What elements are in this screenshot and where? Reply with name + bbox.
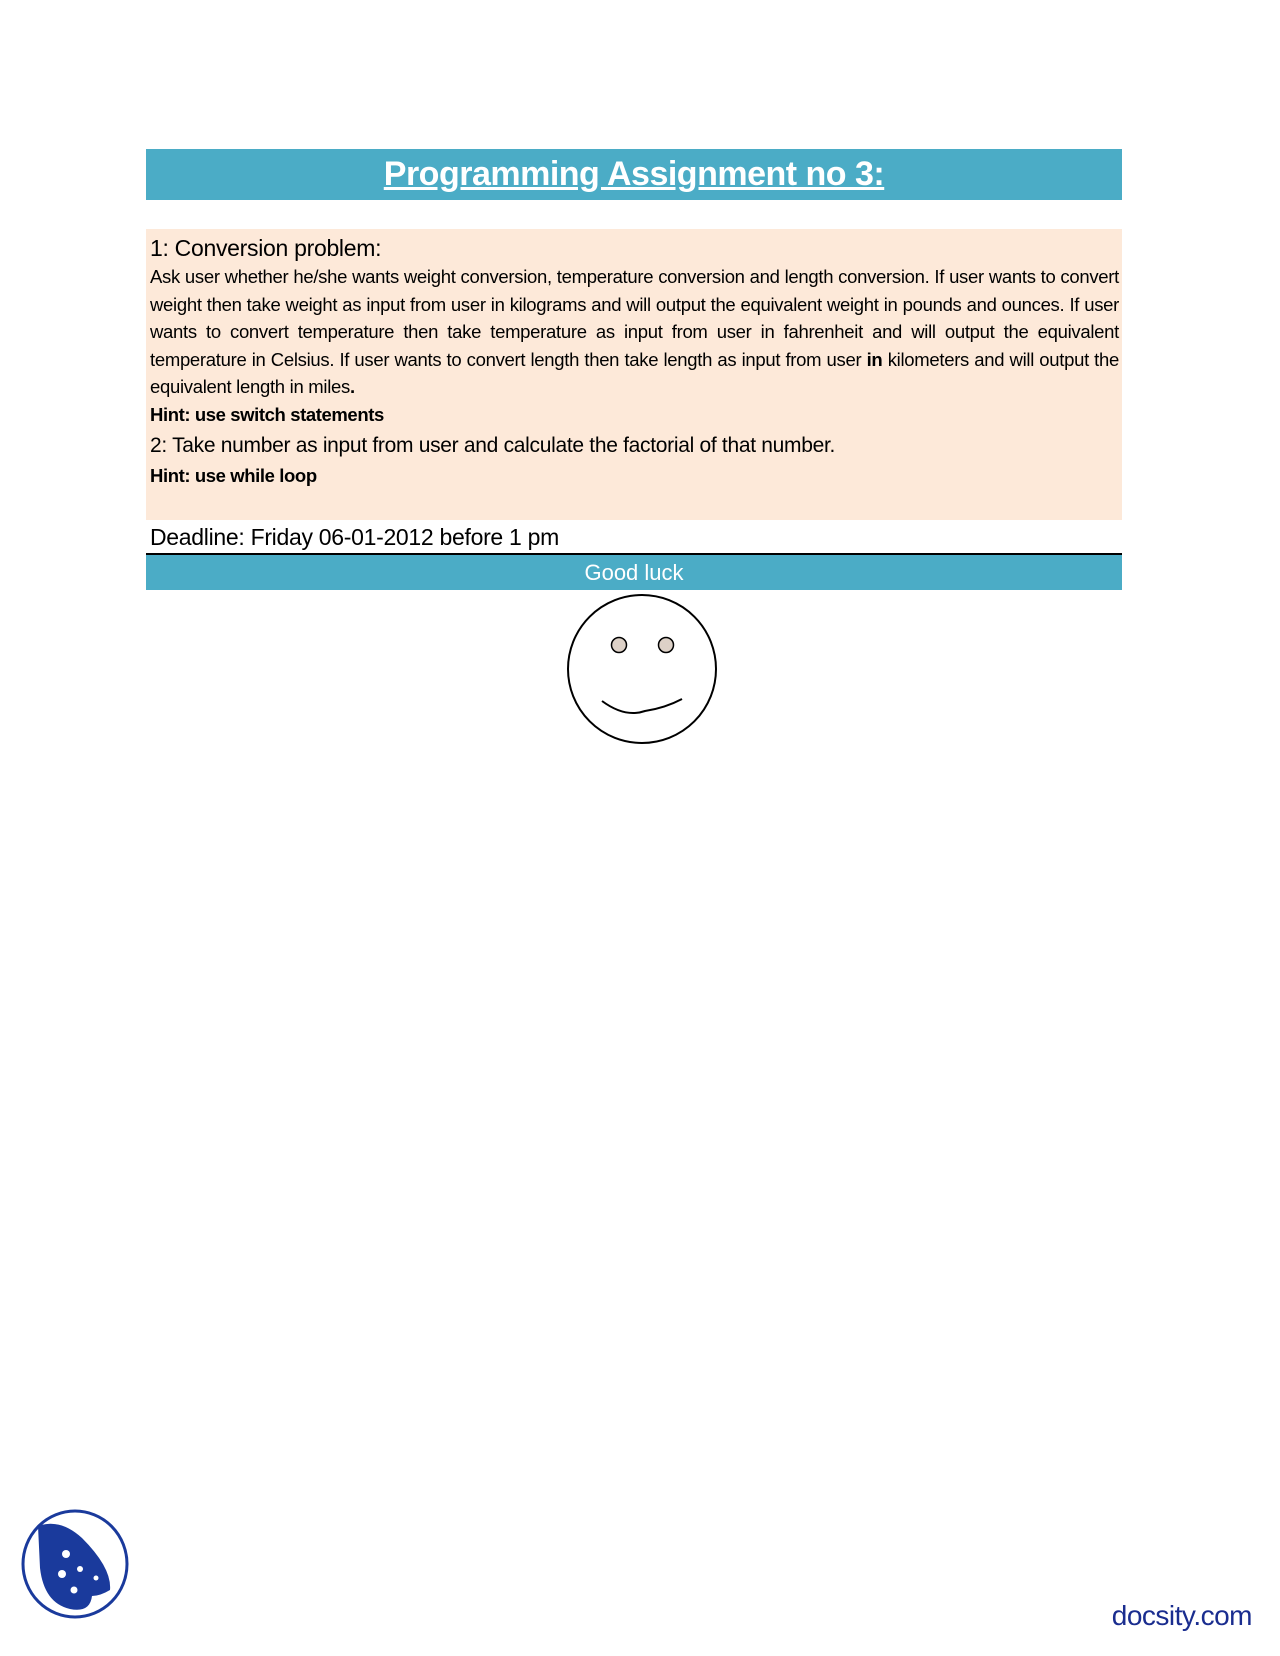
task1-description — [150, 263, 1119, 401]
task1-heading: 1: Conversion problem: — [150, 235, 382, 261]
task1-period: . — [349, 376, 355, 398]
closing-text: Good luck — [584, 560, 684, 585]
task2-text: 2: Take number as input from user and calculate the factorial of that number. — [150, 433, 836, 457]
docsity-brand-link[interactable]: docsity.com — [1111, 1600, 1252, 1631]
smiley-face-icon — [565, 592, 719, 746]
task1-hint: Hint: use switch statements — [150, 403, 384, 425]
task1-bold-word: in — [866, 348, 883, 370]
task2-hint: Hint: use while loop — [150, 464, 317, 486]
title-banner — [146, 149, 1122, 200]
deadline: Deadline: Friday 06-01-2012 before 1 pm — [150, 524, 559, 550]
task1-text-end: kilometers and will output the equivalent length in miles — [150, 348, 1119, 398]
docsity-logo-icon — [20, 1508, 130, 1620]
page-title: Programming Assignment no 3: — [383, 155, 885, 193]
task1-text: Ask user whether he/she wants weight conversion, temperature conversion and length conversion. If user wants to convert weight then take weight as input from user in kilograms and will output the equivalent weight in pounds and ounces. If user wants to convert temperature then take temperature as input from user in fahrenheit and will output the equivalent temperature in Celsius. If user wants to convert length then take length as input from user — [150, 266, 1119, 370]
closing-banner — [146, 555, 1122, 590]
task-box — [146, 229, 1122, 520]
